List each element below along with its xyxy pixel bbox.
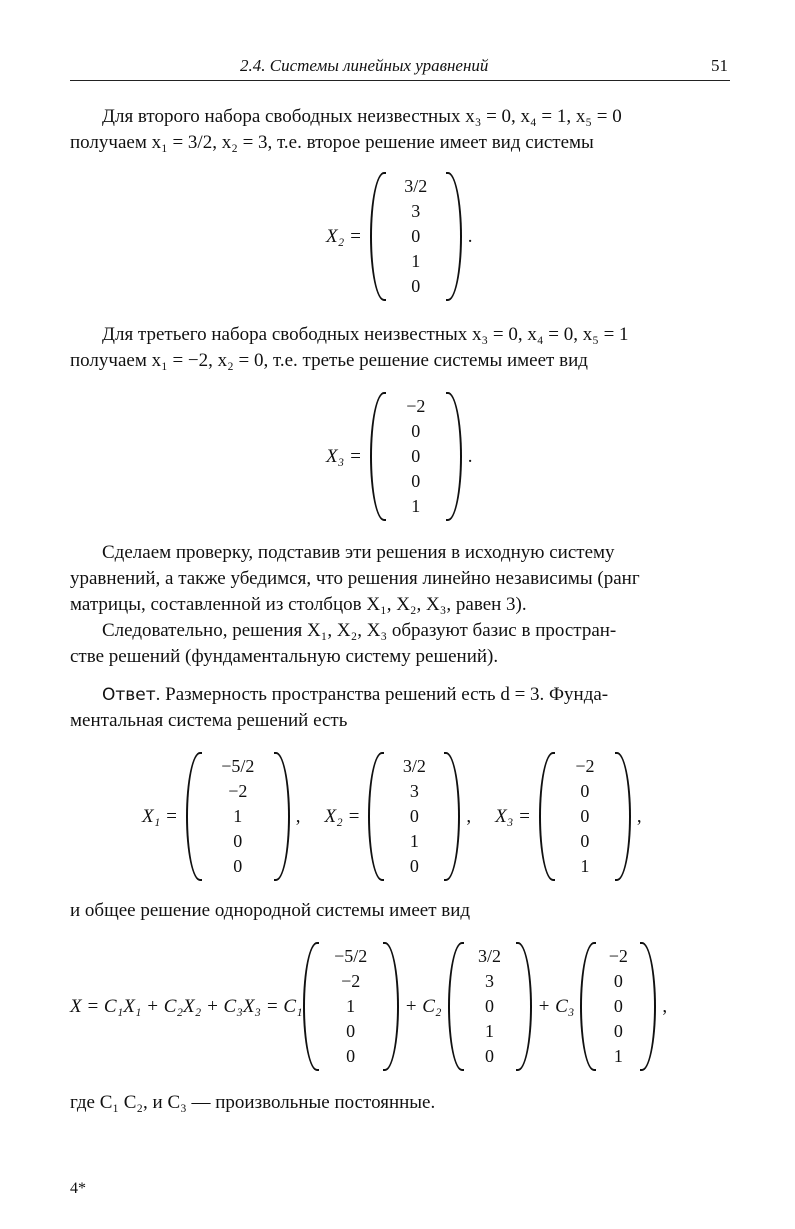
text-line: Следовательно, решения X₁, X₂, X₃ образуют базис в простран- bbox=[102, 620, 617, 641]
matrix-entry: −2 bbox=[228, 781, 248, 801]
matrix-entry: 0 bbox=[233, 831, 243, 851]
right-paren bbox=[383, 942, 399, 1071]
coefficient-c3: + C₃ bbox=[537, 995, 575, 1017]
matrix-entry: 1 bbox=[411, 496, 421, 516]
column-vector bbox=[186, 752, 290, 881]
matrix-entry: 1 bbox=[613, 1046, 623, 1066]
paragraph-third-set bbox=[70, 322, 730, 374]
matrix-entry: 0 bbox=[346, 1021, 356, 1041]
matrix-entry: 0 bbox=[613, 971, 623, 991]
right-paren bbox=[274, 752, 290, 881]
left-paren bbox=[580, 942, 596, 1071]
trailing-punct: , bbox=[295, 805, 301, 827]
running-header bbox=[70, 56, 730, 81]
matrix-entry: 1 bbox=[411, 251, 421, 271]
matrix-entry: −5/2 bbox=[334, 946, 368, 966]
matrix-entry: 0 bbox=[485, 1046, 494, 1066]
right-paren bbox=[444, 752, 460, 881]
matrix-entry: 3/2 bbox=[404, 176, 428, 196]
matrix-label: X₃ = bbox=[495, 805, 531, 827]
matrix-entry: 0 bbox=[409, 856, 419, 876]
text-line: и общее решение однородной системы имеет вид bbox=[70, 900, 471, 921]
column-vector bbox=[303, 942, 399, 1071]
matrix-entry: 0 bbox=[580, 806, 590, 826]
text-line: уравнений, а также убедимся, что решения линейно независимы (ранг bbox=[70, 568, 640, 589]
matrix-entry: 0 bbox=[411, 471, 421, 491]
matrix-entry: 0 bbox=[580, 781, 590, 801]
matrix-entry: 0 bbox=[613, 996, 623, 1016]
matrix-entry: −2 bbox=[575, 756, 595, 776]
general-solution-equation bbox=[70, 942, 673, 1071]
general-intro bbox=[70, 898, 730, 924]
matrix-entry: −2 bbox=[406, 396, 426, 416]
matrix-entry: 0 bbox=[485, 996, 494, 1016]
column-vector bbox=[370, 392, 462, 521]
answer-label: Ответ bbox=[102, 685, 156, 705]
left-paren bbox=[368, 752, 384, 881]
text-line: Для третьего набора свободных неизвестных x₃ = 0, x₄ = 0, x₅ = 1 bbox=[102, 324, 629, 345]
text-line: матрицы, составленной из столбцов X₁, X₂, X₃, равен 3). bbox=[70, 594, 527, 615]
matrix-entry: 1 bbox=[346, 996, 356, 1016]
trailing-punct: , bbox=[662, 995, 668, 1017]
matrix-entry: 3/2 bbox=[402, 756, 426, 776]
matrix-x2-equation bbox=[326, 172, 479, 301]
matrix-entry: −2 bbox=[608, 946, 628, 966]
trailing-punct: . bbox=[467, 225, 473, 247]
right-paren bbox=[615, 752, 631, 881]
matrix-entry: 1 bbox=[580, 856, 590, 876]
matrix-label: X₂ = bbox=[324, 805, 361, 827]
matrix-x3-equation bbox=[326, 392, 479, 521]
left-paren bbox=[370, 172, 386, 301]
left-paren bbox=[186, 752, 202, 881]
text-line: получаем x₁ = −2, x₂ = 0, т.е. третье решение системы имеет вид bbox=[70, 350, 588, 371]
matrix-entry: 3 bbox=[411, 201, 421, 221]
matrix-entry: 3 bbox=[485, 971, 494, 991]
text-line: . Размерность пространства решений есть d = 3. Фунда- bbox=[155, 684, 609, 705]
page-number: 51 bbox=[711, 56, 728, 75]
right-paren bbox=[446, 392, 462, 521]
right-paren bbox=[516, 942, 532, 1071]
matrix-entry: 1 bbox=[233, 806, 243, 826]
matrix-entry: 0 bbox=[409, 806, 419, 826]
matrix-entry: 1 bbox=[409, 831, 419, 851]
general-lhs: X = C₁X₁ + C₂X₂ + C₃X₃ = C₁ bbox=[70, 995, 303, 1017]
left-paren bbox=[370, 392, 386, 521]
text-line: где C₁ C₂, и C₃ — произвольные постоянные. bbox=[70, 1092, 436, 1113]
matrix-entry: 0 bbox=[613, 1021, 623, 1041]
matrix-entry: 0 bbox=[411, 276, 421, 296]
matrix-entry: 0 bbox=[580, 831, 590, 851]
matrix-entry: 1 bbox=[485, 1021, 494, 1041]
paragraph-verification bbox=[70, 540, 730, 618]
left-paren bbox=[539, 752, 555, 881]
matrix-entry: −2 bbox=[341, 971, 361, 991]
trailing-punct: , bbox=[636, 805, 642, 827]
matrix-entry: 3 bbox=[409, 781, 419, 801]
basis-vectors bbox=[142, 752, 648, 881]
right-paren bbox=[446, 172, 462, 301]
matrix-entry: 0 bbox=[411, 226, 421, 246]
right-paren bbox=[640, 942, 656, 1071]
text-line: ментальная система решений есть bbox=[70, 710, 348, 731]
matrix-label: X₂ = bbox=[326, 225, 362, 247]
column-vector bbox=[368, 752, 460, 881]
trailing-punct: , bbox=[466, 805, 472, 827]
matrix-entry: −5/2 bbox=[221, 756, 255, 776]
matrix-entry: 0 bbox=[233, 856, 243, 876]
left-paren bbox=[448, 942, 464, 1071]
matrix-label: X₃ = bbox=[326, 445, 362, 467]
constants-note bbox=[70, 1090, 730, 1116]
column-vector bbox=[370, 172, 462, 301]
column-vector bbox=[539, 752, 631, 881]
column-vector bbox=[580, 942, 656, 1071]
text-line: Для второго набора свободных неизвестных x₃ = 0, x₄ = 1, x₅ = 0 bbox=[102, 106, 622, 127]
trailing-punct: . bbox=[467, 445, 473, 467]
matrix-entry: 0 bbox=[411, 446, 421, 466]
matrix-entry: 0 bbox=[411, 421, 421, 441]
matrix-label: X₁ = bbox=[142, 805, 178, 827]
matrix-entry: 3/2 bbox=[477, 946, 501, 966]
column-vector bbox=[448, 942, 532, 1071]
paragraph-second-set bbox=[70, 104, 730, 156]
chapter-title: 2.4. Системы линейных уравнений bbox=[240, 56, 489, 75]
signature-mark: 4* bbox=[70, 1180, 86, 1197]
text-line: Сделаем проверку, подставив эти решения в исходную систему bbox=[102, 542, 615, 563]
left-paren bbox=[303, 942, 319, 1071]
paragraph-basis bbox=[70, 618, 730, 670]
coefficient-c2: + C₂ bbox=[404, 995, 442, 1017]
answer-paragraph bbox=[70, 682, 730, 734]
text-line: получаем x₁ = 3/2, x₂ = 3, т.е. второе решение имеет вид системы bbox=[70, 132, 594, 153]
matrix-entry: 0 bbox=[346, 1046, 356, 1066]
text-line: стве решений (фундаментальную систему решений). bbox=[70, 646, 499, 667]
